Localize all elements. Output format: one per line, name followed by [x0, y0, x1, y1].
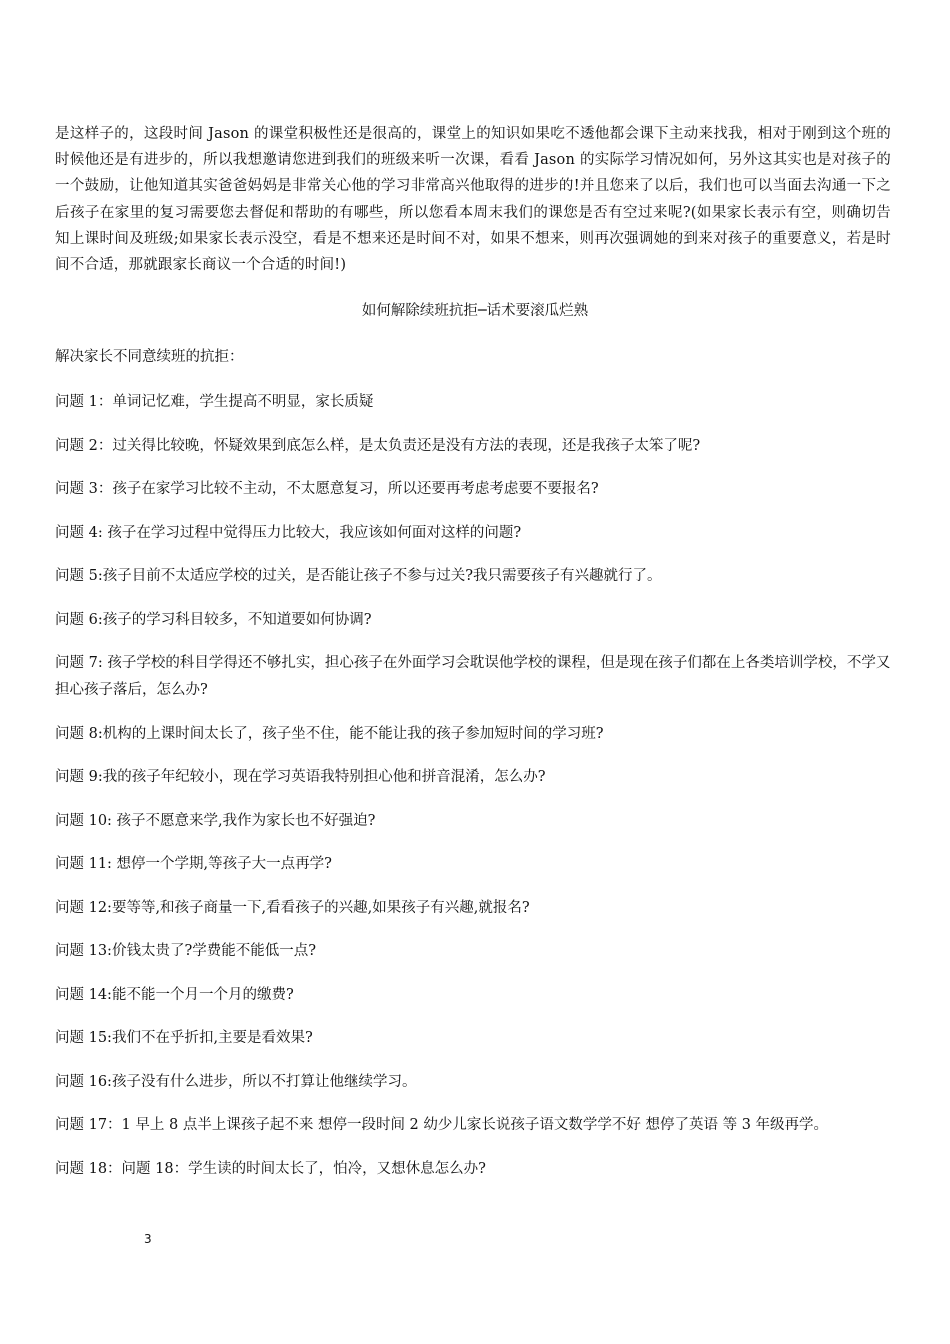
page-number: 3	[144, 1232, 152, 1246]
question-item: 问题 14:能不能一个月一个月的缴费?	[55, 986, 294, 1003]
intro-paragraph: 是这样子的，这段时间 Jason 的课堂积极性还是很高的，课堂上的知识如果吃不透他都会课下主动来找我，相对于刚到这个班的时候他还是有进步的，所以我想邀请您进到我们的班级来听一次课，看看 Jason 的实际学习情况如何，另外这其实也是对孩子的一个鼓励，让他知道其实爸爸妈妈是非常关心他的学习非常高兴他取得的进步的!并且您来了以后，我们也可以当面去沟通一下之后孩子在家里的复习需要您去督促和帮助的有哪些，所以您看本周末我们的课您是否有空过来呢?(如果家长表示有空，则确切告知上课时间及班级;如果家长表示没空，看是不想来还是时间不对，如果不想来，则再次强调她的到来对孩子的重要意义，若是时间不合适，那就跟家长商议一个合适的时间!)	[55, 126, 891, 274]
question-list	[55, 389, 895, 1199]
section-intro: 解决家长不同意续班的抗拒：	[55, 349, 244, 365]
question-item: 问题 9:我的孩子年纪较小，现在学习英语我特别担心他和拼音混淆，怎么办?	[55, 769, 546, 785]
question-item: 问题 13:价钱太贵了?学费能不能低一点?	[55, 943, 316, 959]
question-item: 问题 10: 孩子不愿意来学,我作为家长也不好强迫?	[55, 812, 376, 829]
section-heading: 如何解除续班抗拒─话术要滚瓜烂熟	[361, 303, 589, 319]
question-item: 问题 18：问题 18：学生读的时间太长了，怕冷，又想休息怎么办?	[55, 1160, 486, 1177]
question-item: 问题 1：单词记忆难，学生提高不明显，家长质疑	[55, 394, 374, 410]
question-item: 问题 6:孩子的学习科目较多，不知道要如何协调?	[55, 611, 372, 628]
question-item: 问题 5:孩子目前不太适应学校的过关，是否能让孩子不参与过关?我只需要孩子有兴趣就行了。	[55, 568, 662, 584]
question-item: 问题 17：1 早上 8 点半上课孩子起不来 想停一段时间 2 幼少儿家长说孩子语文数学学不好 想停了英语 等 3 年级再学。	[55, 1117, 829, 1133]
question-item: 问题 15:我们不在乎折扣,主要是看效果?	[55, 1030, 313, 1046]
question-item: 问题 12:要等等,和孩子商量一下,看看孩子的兴趣,如果孩子有兴趣,就报名?	[55, 899, 530, 916]
question-item: 问题 11: 想停一个学期,等孩子大一点再学?	[55, 856, 332, 872]
question-item: 问题 4: 孩子在学习过程中觉得压力比较大，我应该如何面对这样的问题?	[55, 524, 522, 541]
question-item: 问题 2：过关得比较晚，怀疑效果到底怎么样，是太负责还是没有方法的表现，还是我孩子太笨了呢?	[55, 437, 701, 454]
question-item: 问题 16:孩子没有什么进步，所以不打算让他继续学习。	[55, 1073, 417, 1090]
question-item: 问题 3：孩子在家学习比较不主动，不太愿意复习，所以还要再考虑考虑要不要报名?	[55, 481, 599, 497]
question-item: 问题 8:机构的上课时间太长了，孩子坐不住，能不能让我的孩子参加短时间的学习班?	[55, 725, 604, 742]
question-item: 问题 7: 孩子学校的科目学得还不够扎实，担心孩子在外面学习会耽误他学校的课程，但是现在孩子们都在上各类培训学校，不学又担心孩子落后，怎么办?	[55, 655, 891, 698]
